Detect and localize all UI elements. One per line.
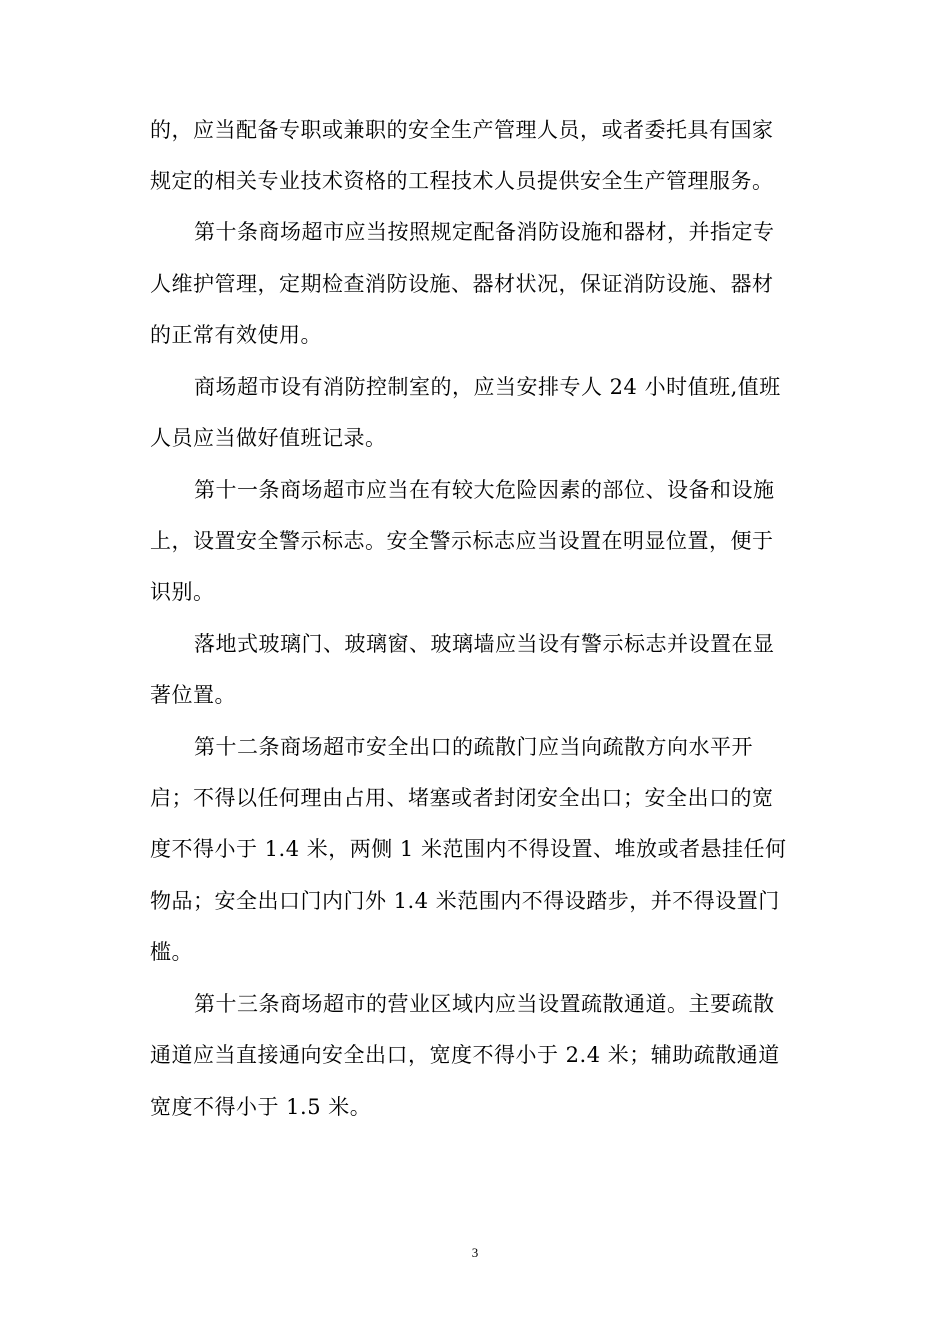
text-line: 上，设置安全警示标志。安全警示标志应当设置在明显位置，便于	[150, 529, 774, 553]
text-line: 第十一条商场超市应当在有较大危险因素的部位、设备和设施	[194, 478, 775, 502]
page-number: 3	[471, 1245, 479, 1260]
text-line: 第十二条商场超市安全出口的疏散门应当向疏散方向水平开	[194, 735, 753, 759]
text-line: 第十三条商场超市的营业区域内应当设置疏散通道。主要疏散	[194, 992, 775, 1016]
text-line: 的，应当配备专职或兼职的安全生产管理人员，或者委托具有国家	[150, 118, 774, 142]
text-line: 槛。	[150, 940, 193, 964]
text-line: 识别。	[150, 580, 215, 604]
text-line: 启；不得以任何理由占用、堵塞或者封闭安全出口；安全出口的宽	[150, 786, 774, 810]
text-line: 物品；安全出口门内门外 1.4 米范围内不得设踏步，并不得设置门	[150, 889, 780, 913]
text-line: 人维护管理，定期检查消防设施、器材状况，保证消防设施、器材	[150, 272, 774, 296]
text-line: 商场超市设有消防控制室的，应当安排专人 24 小时值班,值班	[194, 375, 781, 399]
text-line: 著位置。	[150, 683, 236, 707]
text-line: 度不得小于 1.4 米，两侧 1 米范围内不得设置、堆放或者悬挂任何	[150, 837, 787, 861]
text-line: 落地式玻璃门、玻璃窗、玻璃墙应当设有警示标志并设置在显	[194, 632, 775, 656]
text-line: 通道应当直接通向安全出口，宽度不得小于 2.4 米；辅助疏散通道	[150, 1043, 780, 1067]
text-line: 的正常有效使用。	[150, 323, 322, 347]
text-line: 宽度不得小于 1.5 米。	[150, 1095, 372, 1119]
text-line: 规定的相关专业技术资格的工程技术人员提供安全生产管理服务。	[150, 169, 774, 193]
text-line: 人员应当做好值班记录。	[150, 426, 387, 450]
text-line: 第十条商场超市应当按照规定配备消防设施和器材，并指定专	[194, 220, 775, 244]
